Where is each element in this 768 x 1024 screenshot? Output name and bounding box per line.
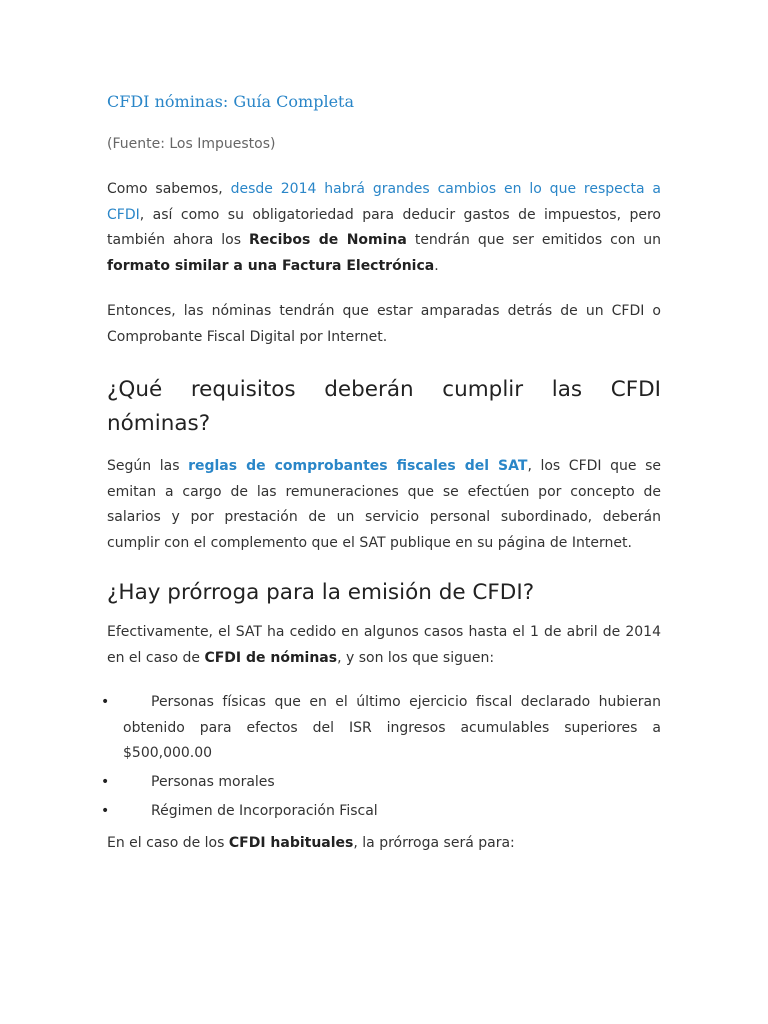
cfdi-changes-link[interactable]: desde 2014 habrá grandes cambios en lo que respecta a CFDI: [107, 181, 661, 223]
list-item-text: Personas físicas que en el último ejercicio fiscal declarado hubieran obtenido para efectos del ISR ingresos acumulables superiores a $500,000.00: [123, 694, 661, 761]
extension-paragraph: [107, 620, 661, 671]
source-note: (Fuente: Los Impuestos): [107, 136, 276, 152]
extension-list: [101, 690, 661, 825]
list-item: [101, 770, 661, 796]
cfdi-definition-paragraph: Entonces, las nóminas tendrán que estar amparadas detrás de un CFDI o Comprobante Fiscal Digital por Internet.: [107, 303, 661, 345]
document-title: CFDI nóminas: Guía Completa: [107, 92, 355, 111]
bullet-icon: •: [101, 773, 110, 790]
bullet-icon: •: [101, 803, 110, 819]
intro-text-4: .: [434, 257, 439, 274]
intro-text-2: , así como su obligatoriedad para deducir gastos de impuestos, pero también ahora los: [107, 206, 661, 248]
recibos-nomina-bold: Recibos de Nomina: [249, 232, 407, 248]
intro-text-1: Como sabemos,: [107, 181, 231, 197]
requirements-heading: ¿Qué requisitos deberán cumplir las CFDI nóminas?: [107, 377, 661, 436]
extension-heading: ¿Hay prórroga para la emisión de CFDI?: [107, 580, 535, 605]
habituales-text-2: , la prórroga será para:: [353, 835, 515, 851]
sat-rules-link[interactable]: reglas de comprobantes fiscales del SAT: [188, 458, 528, 474]
extension-text-2: , y son los que siguen:: [337, 649, 495, 666]
bullet-icon: •: [101, 694, 110, 710]
requirements-paragraph: [107, 454, 661, 556]
cfdi-nominas-bold: CFDI de nóminas: [204, 649, 338, 666]
intro-paragraph: [107, 177, 661, 279]
formato-factura-bold: formato similar a una Factura Electrónica: [107, 257, 435, 274]
list-item: [101, 799, 661, 825]
requirements-text-1: Según las: [107, 458, 189, 474]
habituales-text-1: En el caso de los: [107, 835, 229, 851]
intro-text-3: tendrán que ser emitidos con un: [406, 232, 661, 248]
requirements-text-2: , los CFDI que se emitan a cargo de las remuneraciones que se efectúen por concepto de salarios y por prestación de un servicio personal subordinado, deberán cumplir con el complemento que el SAT publique en su página de Internet.: [107, 458, 662, 551]
list-item-text: Régimen de Incorporación Fiscal: [151, 803, 378, 819]
list-item: [101, 690, 661, 767]
habituales-paragraph: [107, 831, 661, 857]
extension-text-1: Efectivamente, el SAT ha cedido en algunos casos hasta el 1 de abril de 2014 en el caso de: [107, 624, 661, 666]
list-item-text: Personas morales: [151, 773, 275, 790]
cfdi-habituales-bold: CFDI habituales: [228, 835, 354, 851]
